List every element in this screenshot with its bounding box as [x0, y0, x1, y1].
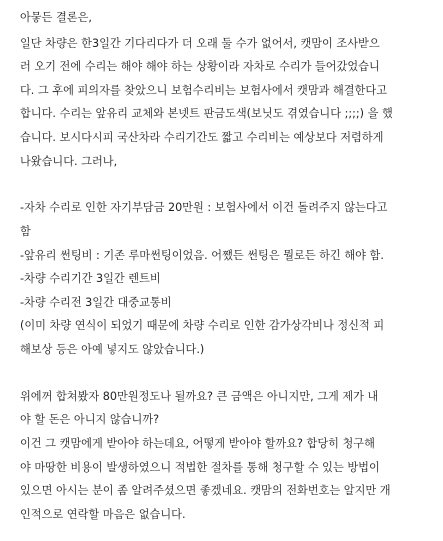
post-line: 인적으로 연락할 마음은 없습니다.: [20, 508, 186, 521]
post-line: 다. 그 후에 피의자를 찾았으니 보험수리비는 보험사에서 캣맘과 해결한다고: [20, 84, 388, 97]
post-line: 야 할 돈은 아니지 않습니까?: [20, 413, 160, 426]
post-line: -앞유리 썬팅비 : 기존 루마썬팅이었음. 어쨌든 썬팅은 뭘로든 하긴 해야 함.: [20, 249, 384, 262]
post-line: 아뭏든 결론은,: [20, 11, 92, 24]
post-line: 러 오기 전에 수리는 해야 해야 하는 상황이라 자차로 수리가 들어갔었습니: [20, 60, 380, 73]
post-line: 위에꺼 합쳐봤자 80만원정도나 될까요? 큰 금액은 아니지만, 그게 제가 내: [20, 390, 379, 403]
post-line: 습니다. 보시다시피 국산차라 수리기간도 짧고 수리비는 예상보다 저렴하게: [20, 131, 384, 144]
post-line: 야 마땅한 비용이 발생하였으니 적법한 절차를 통해 청구할 수 있는 방법이: [20, 461, 380, 474]
post-line: -자차 수리로 인한 자기부담금 20만원 : 보험사에서 이건 돌려주지 않는다고: [20, 201, 388, 214]
post-line: 이건 그 캣맘에게 받아야 하는데요, 어떻게 받아야 할까요? 합당히 청구해: [20, 437, 375, 450]
post-line: -차량 수리기간 3일간 렌트비: [20, 272, 161, 285]
post-line: -차량 수리전 3일간 대중교통비: [20, 296, 172, 309]
post-line: (이미 차량 연식이 되었기 때문에 차량 수리로 인한 감가상각비나 정신적 피: [20, 319, 385, 332]
post-line: 나왔습니다. 그러나,: [20, 155, 118, 168]
post-line: 함: [20, 225, 31, 238]
post-line: 일단 차량은 한3일간 기다리다가 더 오래 둘 수가 없어서, 캣맘이 조사받으: [20, 37, 380, 50]
post-line: 합니다. 수리는 앞유리 교체와 본넷트 판금도색(보닛도 겪였습니다 ;;;;) 을 했: [20, 107, 393, 120]
post-line: 해보상 등은 아예 넣지도 않았습니다.): [20, 343, 205, 356]
post-line: 있으면 아시는 분이 좀 알려주셨으면 좋겠네요. 캣맘의 전화번호는 알지만 개: [20, 484, 391, 497]
